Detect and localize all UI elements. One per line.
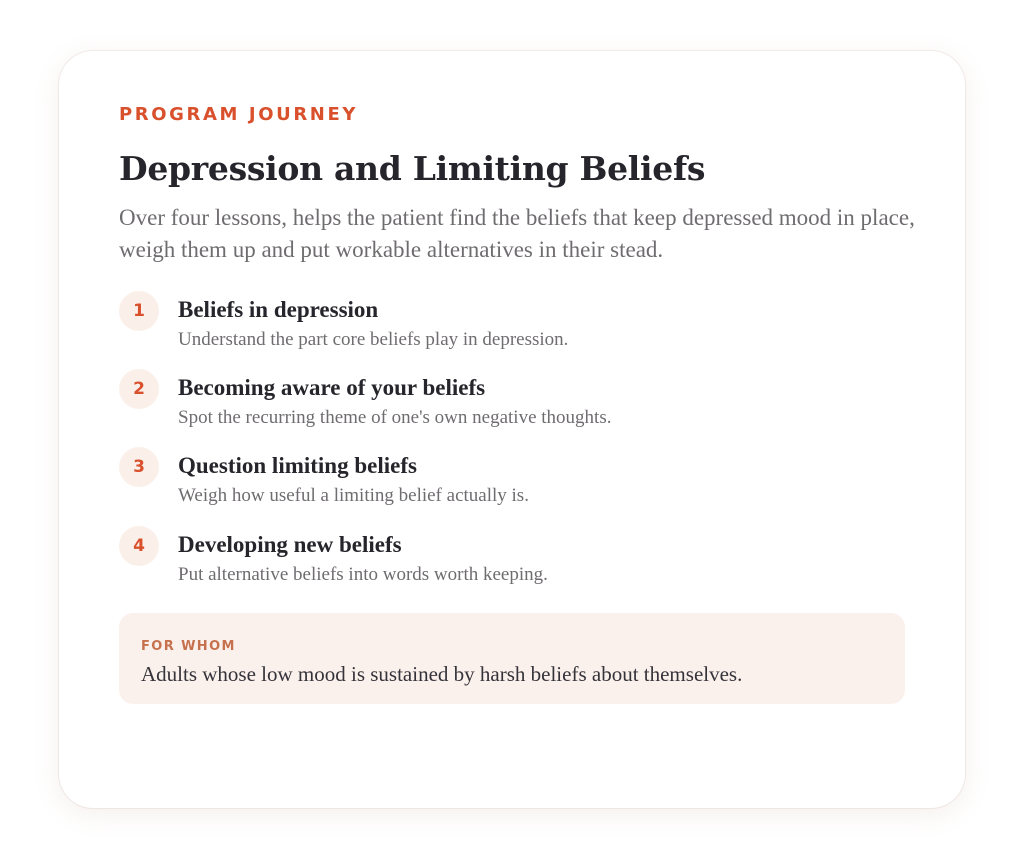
lesson-number-badge: 4 [119,526,159,566]
lesson-subtitle: Put alternative beliefs into words worth keeping. [178,564,548,585]
lesson-title: Becoming aware of your beliefs [178,375,486,400]
lesson-number-badge: 1 [119,291,159,331]
lesson-item [119,369,899,433]
lesson-item [119,447,899,511]
lesson-item [119,526,899,590]
section-eyebrow: PROGRAM JOURNEY [119,104,358,125]
lesson-title: Beliefs in depression [178,297,379,322]
lesson-number-badge: 2 [119,369,159,409]
for-whom-text: Adults whose low mood is sustained by harsh beliefs about themselves. [141,662,743,686]
lesson-subtitle: Spot the recurring theme of one's own negative thoughts. [178,407,612,428]
lesson-subtitle: Understand the part core beliefs play in depression. [178,329,569,350]
program-description: Over four lessons, helps the patient find the beliefs that keep depressed mood in place, weigh them up and put workable alternatives in their stead. [119,205,915,262]
lesson-number-badge: 3 [119,447,159,487]
lesson-subtitle: Weigh how useful a limiting belief actually is. [178,485,529,506]
program-title: Depression and Limiting Beliefs [119,149,706,188]
lesson-item [119,291,899,355]
for-whom-label: FOR WHOM [141,639,236,654]
for-whom-panel [119,613,905,704]
lesson-title: Developing new beliefs [178,532,402,557]
lesson-title: Question limiting beliefs [178,453,417,478]
program-journey-card [59,51,965,808]
